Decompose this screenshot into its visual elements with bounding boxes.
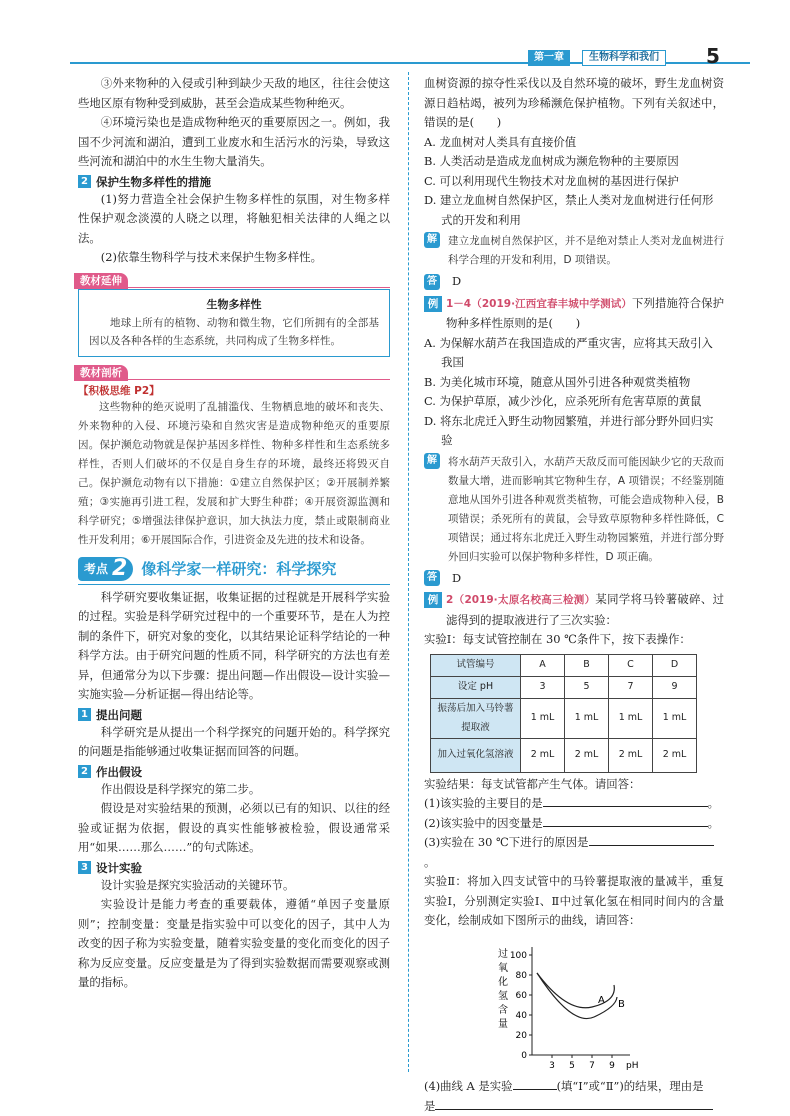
paragraph: 实验设计是能力考查的重要载体，遵循“单因子变量原则”；控制变量：变量是指实验中可以变化的因子，其中人为改变的因子称为实验变量，随着实验变量的变化而变化的因子称为反应变量。反应变量是为了得到实验数据而需要观察或测量的指标。 (78, 895, 390, 993)
table-cell: C (609, 654, 653, 676)
paragraph: 作出假设是科学探究的第二步。 (78, 780, 390, 800)
example-question: 下列措施符合保护物种多样性原则的是( ) (446, 296, 724, 331)
section-number: 1 (78, 708, 91, 721)
answer-icon: 答 (424, 570, 440, 586)
curve-b-label: B (618, 999, 625, 1010)
result-text: 实验结果：每支试管都产生气体。请回答： (424, 775, 724, 795)
answer-value: D (452, 569, 461, 589)
x-tick-label: 5 (569, 1061, 575, 1071)
table-row (431, 738, 697, 772)
table-cell: 9 (653, 676, 697, 698)
option: A. 龙血树对人类具有直接价值 (424, 133, 724, 153)
table-row (431, 654, 697, 676)
paragraph: 科学研究是从提出一个科学探究的问题开始的。科学探究的问题是指能够通过收集证据而回答的问题。 (78, 723, 390, 762)
y-tick-label: 0 (521, 1051, 527, 1061)
chapter-title: 生物科学和我们 (582, 50, 666, 66)
explanation-icon: 解 (424, 453, 440, 469)
paragraph: ④环境污染也是造成物种绝灭的重要原因之一。例如，我国不少河流和湖泊，遭到工业废水和生活污水的污染，导致这些河流和湖泊中的水生生物大量消失。 (78, 113, 390, 172)
section-heading (78, 860, 390, 876)
section-title: 提出问题 (96, 707, 142, 723)
table-cell: 1 mL (521, 698, 565, 738)
x-tick-label: 7 (589, 1061, 595, 1071)
section-title: 保护生物多样性的措施 (96, 174, 211, 190)
page-number: 5 (706, 44, 720, 68)
topic-title: 像科学家一样研究：科学探究 (141, 558, 336, 579)
curve-a-label: A (598, 995, 605, 1006)
table-header: 加入过氧化氢溶液 (431, 738, 521, 772)
data-table (430, 654, 697, 773)
option: D. 建立龙血树自然保护区，禁止人类对龙血树进行任何形式的开发和利用 (424, 191, 724, 230)
section-title: 作出假设 (96, 764, 142, 780)
tag-heading (74, 273, 390, 289)
answer-value: D (452, 272, 461, 292)
question-1: (1)该实验的主要目的是 。 (424, 794, 724, 814)
answer-blank[interactable] (589, 845, 714, 846)
option: C. 为保护草原，减少沙化，应杀死所有危害草原的黄鼠 (424, 392, 724, 412)
paragraph: 科学研究要收集证据，收集证据的过程就是开展科学实验的过程。实验是科学研究过程中的一个重要环节，是在人为控制的条件下，研究对象的变化，以其结果论证科学结论的一种科学方法。由于研究问题的性质不同，科学研究的方法也有差异，但通常分为以下步骤：提出问题—作出假设—设计实验—实施实验—分析证据—得出结论等。 (78, 588, 390, 705)
y-tick-label: 60 (516, 991, 528, 1001)
option: C. 可以利用现代生物技术对龙血树的基因进行保护 (424, 172, 724, 192)
tag-label: 教材延伸 (74, 273, 128, 289)
paragraph: 设计实验是探究实验活动的关键环节。 (78, 876, 390, 896)
example (424, 590, 724, 630)
tag-heading (74, 365, 390, 381)
paragraph: ③外来物种的入侵或引种到缺少天敌的地区，往往会使这些地区原有物种受到威胁，甚至会造成某些物种绝灭。 (78, 74, 390, 113)
example-source: 2（2019·太原名校高三检测） (446, 594, 595, 606)
y-label-char: 量 (498, 1018, 508, 1030)
box-title: 生物多样性 (89, 296, 379, 314)
table-cell: 1 mL (609, 698, 653, 738)
x-tick-label: 3 (549, 1061, 555, 1071)
answer-row (424, 569, 724, 589)
question-4-reason: 是 (424, 1097, 724, 1116)
y-tick-label: 40 (516, 1011, 528, 1021)
y-tick-label: 20 (516, 1031, 528, 1041)
table-cell: D (653, 654, 697, 676)
example-icon: 例 (424, 296, 442, 312)
option: B. 为美化城市环境，随意从国外引进各种观赏类植物 (424, 373, 724, 393)
section-number: 2 (78, 765, 91, 778)
question-text: 血树资源的掠夺性采伐以及自然环境的破坏，野生龙血树资源日趋枯竭，被列为珍稀濒危保护植物。下列有关叙述中，错误的是( ) (424, 74, 724, 133)
question-2: (2)该实验中的因变量是 。 (424, 814, 724, 834)
table-cell: 1 mL (565, 698, 609, 738)
experiment-2: 实验Ⅱ：将加入四支试管中的马铃薯提取液的量减半，重复实验Ⅰ，分别测定实验Ⅰ、Ⅱ中过氧化氢在相同时间内的含量变化，绘制成如下图所示的曲线，请回答： (424, 872, 724, 931)
answer-blank[interactable] (513, 1089, 557, 1090)
example-question: 某同学将马铃薯破碎、过滤得到的提取液进行了三次实验： (446, 592, 724, 627)
table-cell: 7 (609, 676, 653, 698)
paragraph: (1)努力营造全社会保护生物多样性的氛围，对生物多样性保护观念淡漠的人晓之以理，将触犯相关法律的人绳之以法。 (78, 190, 390, 249)
y-label-char: 化 (498, 975, 508, 988)
analysis-text: 这些物种的绝灭说明了乱捕滥伐、生物栖息地的破坏和丧失、外来物种的入侵、环境污染和自然灾害是造成物种绝灭的重要原因。保护濒危动物就是保护基因多样性、物种多样性和生态系统多样性，否则人们破坏的不仅是自身生存的环境，最终还将毁灭自己。保护濒危动物有以下措施：①建立自然保护区；②开展制养繁殖；③实施再引进工程，发展和扩大野生种群；④开展资源监测和科学研究；⑤增强法律保护意识，加大执法力度，禁止或限制商业性开发利用；⑥开展国际合作，引进资金及先进的技术和设备。 (78, 398, 390, 550)
answer-blank[interactable] (543, 826, 708, 827)
table-cell: 5 (565, 676, 609, 698)
table-row (431, 698, 697, 738)
table-cell: B (565, 654, 609, 676)
table-header: 设定 pH (431, 676, 521, 698)
column-divider (408, 72, 409, 1072)
answer-row (424, 272, 724, 292)
right-column (424, 74, 724, 1116)
tag-label: 教材剖析 (74, 365, 128, 381)
answer-blank[interactable] (435, 1109, 713, 1110)
y-label-char: 氢 (498, 989, 508, 1002)
example-icon: 例 (424, 592, 442, 608)
section-number: 3 (78, 861, 91, 874)
table-cell: A (521, 654, 565, 676)
table-cell: 3 (521, 676, 565, 698)
question-4: (4)曲线 A 是实验 (填“Ⅰ”或“Ⅱ”)的结果，理由是 (424, 1077, 724, 1097)
table-header: 试管编号 (431, 654, 521, 676)
paragraph: (2)依靠生物科学与技术来保护生物多样性。 (78, 248, 390, 268)
paragraph: 假设是对实验结果的预测，必须以已有的知识、以往的经验或证据为依据，假设的真实性能够被检验，假设通常采用“如果……那么……”的句式陈述。 (78, 799, 390, 858)
section-title: 设计实验 (96, 860, 142, 876)
table-row (431, 676, 697, 698)
question-3: (3)实验在 30 ℃下进行的原因是。 (424, 833, 724, 872)
explanation (424, 232, 724, 270)
option: B. 人类活动是造成龙血树成为濒危物种的主要原因 (424, 152, 724, 172)
topic-label: 考点 (78, 557, 112, 581)
option: A. 为保解水葫芦在我国造成的严重灾害，应将其天敌引入我国 (424, 334, 724, 373)
topic-heading (78, 556, 390, 582)
chapter-label: 第一章 (528, 50, 570, 66)
table-cell: 1 mL (653, 698, 697, 738)
subheading: 【积极思维 P2】 (78, 383, 390, 398)
table-header: 振荡后加入马铃薯提取液 (431, 698, 521, 738)
topic-number: 2 (112, 557, 133, 581)
y-tick-label: 80 (516, 971, 528, 981)
section-heading (78, 764, 390, 780)
table-cell: 2 mL (609, 738, 653, 772)
y-label-char: 氧 (498, 961, 508, 974)
left-column (78, 74, 390, 993)
table-cell: 2 mL (565, 738, 609, 772)
section-number: 2 (78, 175, 91, 188)
option: D. 将东北虎迁入野生动物园繁殖，并进行部分野外回归实验 (424, 412, 724, 451)
y-label-char: 含 (498, 1003, 508, 1016)
explanation-text: 建立龙血树自然保护区，并不是绝对禁止人类对龙血树进行科学合理的开发和利用，D 项错误。 (448, 232, 724, 270)
answer-icon: 答 (424, 274, 440, 290)
explanation-icon: 解 (424, 232, 440, 248)
explanation-text: 将水葫芦天敌引入，水葫芦天敌反而可能因缺少它的天敌而数量大增，进而影响其它物种生存，A 项错误；不经鉴别随意地从国外引进各种观赏类植物，可能会造成物种入侵，B 项错误；杀死所有的黄鼠，会导致草原物种多样性降低，C 项错误；通过将东北虎迁入野生动物园繁殖，并进行部分野外回归实验可以保护物种多样性，D 项正确。 (448, 453, 724, 567)
hydrogen-peroxide-chart (424, 931, 724, 1071)
example (424, 294, 724, 334)
experiment-1: 实验Ⅰ：每支试管控制在 30 ℃条件下，按下表操作： (424, 630, 724, 650)
answer-blank[interactable] (543, 806, 708, 807)
section-heading (78, 174, 390, 190)
y-label-char: 过 (498, 947, 508, 960)
curve-b (537, 973, 617, 1019)
x-tick-label: 9 (609, 1061, 615, 1071)
table-cell: 2 mL (653, 738, 697, 772)
y-tick-label: 100 (510, 951, 527, 961)
table-cell: 2 mL (521, 738, 565, 772)
y-axis-label (498, 947, 508, 1030)
explanation (424, 453, 724, 567)
section-heading (78, 707, 390, 723)
box-text: 地球上所有的植物、动物和微生物，它们所拥有的全部基因以及各种各样的生态系统，共同构成了生物多样性。 (89, 314, 379, 350)
x-axis-unit: pH (626, 1061, 638, 1071)
example-source: 1－4（2019·江西宜春丰城中学测试） (446, 298, 632, 310)
extension-box (78, 289, 390, 357)
